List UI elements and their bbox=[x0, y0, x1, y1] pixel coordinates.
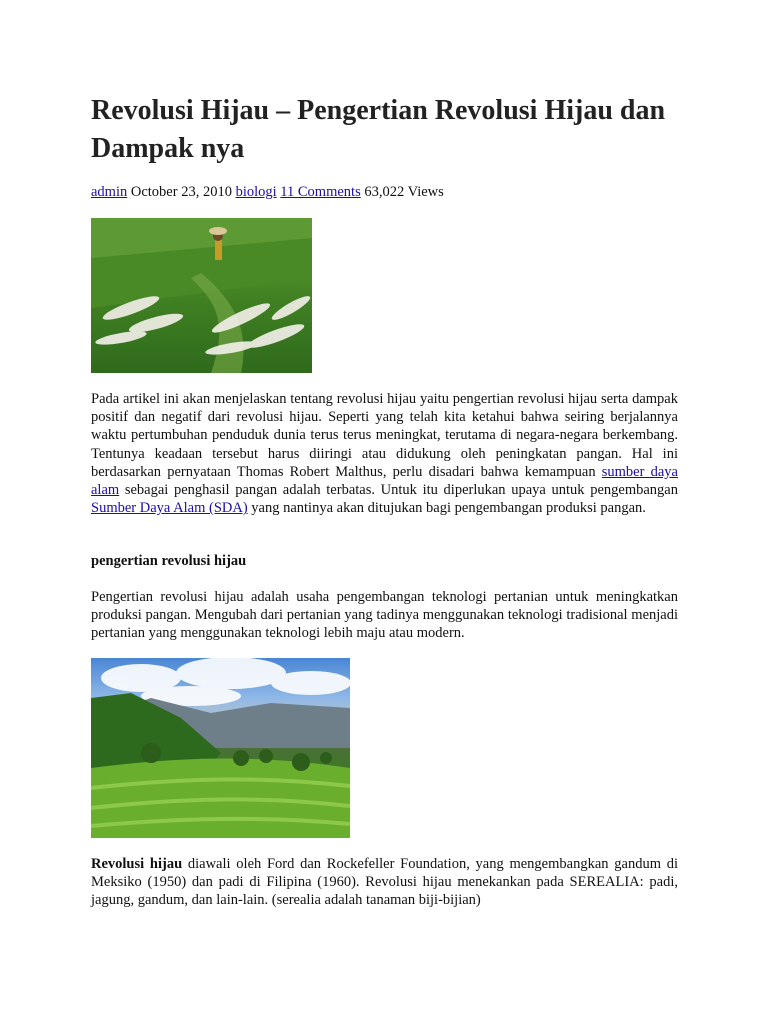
section-heading: pengertian revolusi hijau bbox=[91, 553, 247, 569]
sumber-daya-alam-link[interactable]: sumber daya alam bbox=[91, 463, 678, 499]
history-bold-term: Revolusi hijau bbox=[91, 856, 183, 872]
comments-link[interactable]: 11 Comments bbox=[280, 184, 361, 200]
terraced-field-photo bbox=[91, 658, 350, 838]
intro-text-c: yang nantinya akan ditujukan bagi pengembangan produksi pangan. bbox=[247, 500, 646, 517]
author-link[interactable]: admin bbox=[91, 184, 128, 200]
intro-text-a: Pada artikel ini akan menjelaskan tentang revolusi hijau yaitu pengertian revolusi hijau serta dampak positif dan negatif dari revolusi hijau. Seperti yang telah kita ketahui bahwa seiring berjalannya waktu pertumbuhan penduduk dunia terus terus meningkat, terutama di negara-negara berkembang. Tentunya keadaan tersebut harus diiringi atau didukung oleh peningkatan pangan. Hal ini berdasarkan pernyataan Thomas Robert Malthus, perlu disadari bahwa kemampuan bbox=[91, 391, 678, 480]
history-paragraph bbox=[91, 855, 678, 910]
history-text: diawali oleh Ford dan Rockefeller Foundation, yang mengembangkan gandum di Meksiko (1950) dan padi di Filipina (1960). Revolusi hijau menekankan pada SEREALIA: padi, jagung, gandum, dan lain-lain. (serealia adalah tanaman biji-bijian) bbox=[91, 856, 678, 909]
sda-link[interactable]: Sumber Daya Alam (SDA) bbox=[91, 500, 248, 517]
definition-paragraph: Pengertian revolusi hijau adalah usaha pengembangan teknologi pertanian untuk meningkatkan produksi pangan. Mengubah dari pertanian yang tadinya menggunakan teknologi tradisional menjadi pertanian yang menggunakan teknologi lebih maju atau modern. bbox=[91, 589, 678, 642]
terraced-field-illustration bbox=[91, 658, 350, 838]
article-meta bbox=[91, 183, 444, 201]
intro-paragraph bbox=[91, 390, 678, 517]
rice-field-illustration bbox=[91, 218, 312, 373]
post-date: October 23, 2010 bbox=[130, 184, 232, 200]
article-title: Revolusi Hijau – Pengertian Revolusi Hijau dan Dampak nya bbox=[91, 95, 666, 164]
rice-field-photo bbox=[91, 218, 312, 373]
view-count: 63,022 Views bbox=[364, 184, 444, 200]
category-link[interactable]: biologi bbox=[235, 184, 277, 200]
intro-text-b: sebagai penghasil pangan adalah terbatas. Untuk itu diperlukan upaya untuk pengembangan bbox=[119, 482, 678, 499]
